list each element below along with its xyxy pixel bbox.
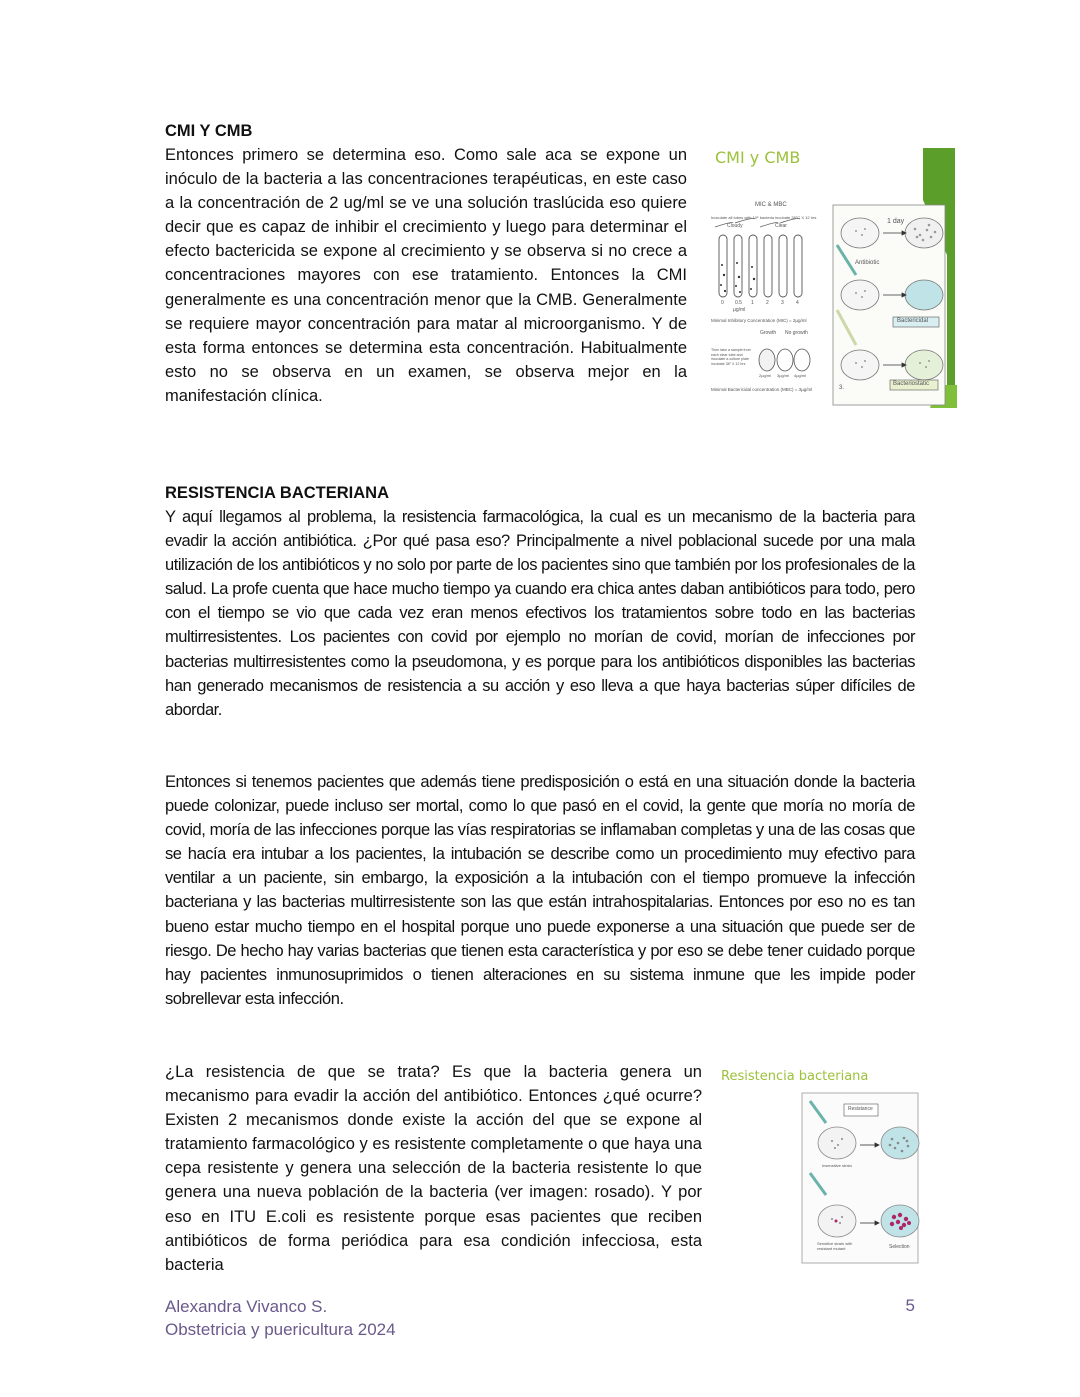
bacteriostatic-label: Bacteriostatic [893,381,930,387]
resistance-diagram [712,1063,927,1268]
no-growth-label: No growth [785,330,808,336]
tube-label: 0 [721,300,724,306]
mic-mbc-title: MIC & MBC [755,202,787,208]
growth-label: Growth [760,330,777,336]
section-heading-cmi-cmb: CMI Y CMB [165,122,253,140]
mic-instruction: Inoculate all tubes with 10⁵ bacteria incubate 38°C X 12 hrs [711,215,817,220]
mic-label: Minimal Inhibitory Concentration (MIC) = 2µg/ml [711,318,807,323]
plate-label: 3µg/ml [777,373,790,378]
cloudy-label: Cloudy [727,223,743,229]
page-number: 5 [905,1296,915,1315]
figure-cmi-cmb [705,145,957,410]
footer [165,1295,396,1341]
paragraph-resistencia-2: Entonces si tenemos pacientes que además tiene predisposición o está en una situación donde la bacteria puede colonizar, puede incluso ser mortal, como lo que pasó en el covid, la gente que moría no moría de covid, moría de las infecciones porque las vías respiratorias se inflamaban completas y una de las cosas que se hacía era intubar a los pacientes, la intubación se describe como un procedimiento muy efectivo para ventilar a un paciente, sin embargo, la exposición a la intubación con el tiempo promueve la infección bacteriana y las bacterias multirresistente son las que están intrahospitalarias. Entonces por eso no es tan bueno estar mucho tiempo en el hospital porque uno puede exponerse a una situación que puede ser de riesgo. De hecho hay varias bacterias que tienen esta característica y por eso se debe tener cuidado porque hay pacientes inmunosuprimidos o tienen alteraciones en su sistema inmune que les impide poder sobrellevar esta infección. [165,773,915,1008]
antibiotic-label: Antibiotic [855,260,880,266]
plate-label: 2µg/ml [759,373,772,378]
footer-author: Alexandra Vivanco S. [165,1297,328,1316]
clear-label: Clear [775,223,787,229]
resistance-box-label: Resistance [848,1106,873,1112]
figure-title-cmi-cmb: CMI y CMB [715,148,801,167]
sensitive-strain-caption: Sensitive strain with resistant mutant [817,1241,853,1251]
paragraph-resistencia-1: Y aquí llegamos al problema, la resistencia farmacológica, la cual es un mecanismo de la bacteria para evadir la acción antibiótica. ¿Por qué pasa eso? Principalmente a nivel poblacional sucede por una mala utilización de los antibióticos y no solo por parte de los pacientes sino que también por los profesionales de la salud. La profe cuenta que hace mucho tiempo ya cuando era chica antes daban antibióticos para todo, pero con el tiempo se vio que cada vez eran menos efectivos los tratamientos sobre todo en las bacterias multirresistentes. Los pacientes con covid por ejemplo no morían de covid, morían de infecciones por bacterias multirresistentes como la pseudomona, y es porque para los antibióticos disponibles las bacterias han generado mecanismos de resistencia a su acción y eso lleva a que haya bacterias súper difíciles de abordar. [165,508,915,719]
tube-label: 0.5 [735,300,742,306]
section-heading-resistencia: RESISTENCIA BACTERIANA [165,484,389,502]
paragraph-cmi-cmb: Entonces primero se determina eso. Como sale aca se expone un inóculo de la bacteria a las concentraciones terapéuticas, en este caso a la concentración de 2 ug/ml se ve una solución traslúcida eso quiere decir que es capaz de inhibir el crecimiento y luego para determinar el efecto bactericida se expone al crecimiento y se observa si no crece a concentraciones mayores con ese tratamiento. Entonces la CMI generalmente es una concentración menor que la CMB. Generalmente se requiere mayor concentración para matar al microorganismo. Y de esta forma entonces se determina esta concentración. Habitualmente esto no se observa en un examen, se observa mejor en la manifestación clínica. [165,146,687,405]
panel-number: 3. [839,385,845,391]
selection-caption: Selection [889,1244,910,1250]
unit-label: µg/ml [733,307,746,313]
tube-label: 1 [751,300,754,306]
footer-course: Obstetricia y puericultura 2024 [165,1320,396,1339]
figure-title-resistencia: Resistencia bacteriana [721,1069,869,1084]
cmi-cmb-diagram [705,145,957,410]
insensitive-strain-caption: Insensitive strain [822,1163,852,1168]
tube-label: 2 [766,300,769,306]
one-day-label: 1 day [887,218,905,225]
figure-resistencia [712,1063,927,1268]
plate-label: 4µg/ml [794,373,807,378]
bactericidal-label: Bactericidal [897,318,929,324]
paragraph-resistencia-3: ¿La resistencia de que se trata? Es que la bacteria genera un mecanismo para evadir la acción del antibiótico. Entonces ¿qué ocurre? Existen 2 mecanismos donde existe la acción del que se expone al tratamiento farmacológico y es resistente completamente o que haya una cepa resistente y genera una selección de la bacteria resistente lo que genera una nueva población de la bacteria (ver imagen: rosado). Y por eso en ITU E.coli es resistente porque esas pacientes que reciben antibióticos de forma periódica para esa condición infecciosa, esta bacteria [165,1063,702,1274]
tube-label: 3 [781,300,784,306]
sample-note: Then take a sample from each clear tube and inoculate a culture plate incubate 38° X 12 hrs [711,348,751,366]
mbc-label: Minimal Bactericidal concentration (MBC) = 3µg/ml [711,387,813,392]
tube-label: 4 [796,300,799,306]
